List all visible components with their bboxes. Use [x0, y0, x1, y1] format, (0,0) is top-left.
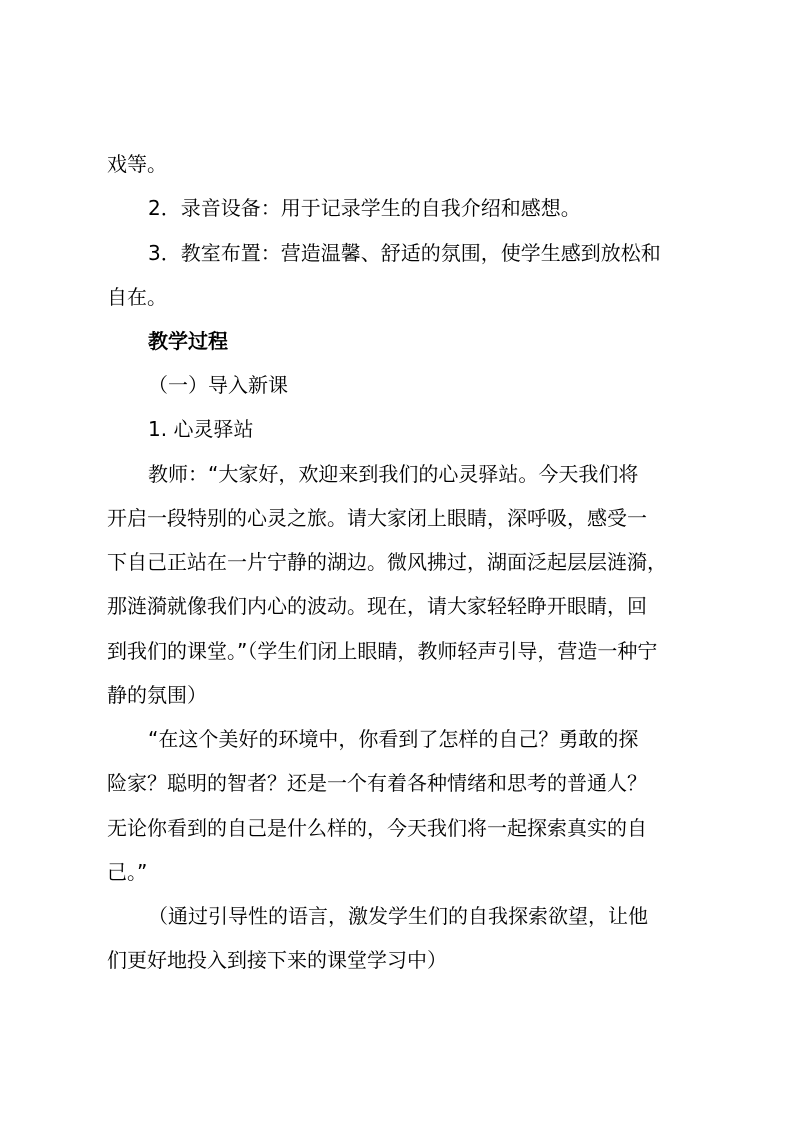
text-line: 那涟漪就像我们内心的波动。现在，请大家轻轻睁开眼睛，回 [107, 594, 647, 618]
text-line: 己。” [107, 860, 148, 884]
section-heading: 教学过程 [148, 329, 228, 353]
text-line: 教师：“大家好，欢迎来到我们的心灵驿站。今天我们将 [148, 462, 639, 486]
text-line: 到我们的课堂。”（学生们闭上眼睛，教师轻声引导，营造一种宁 [107, 639, 658, 663]
text-line: “在这个美好的环境中，你看到了怎样的自己？勇敢的探 [148, 727, 639, 751]
text-line: 2．录音设备：用于记录学生的自我介绍和感想。 [148, 196, 581, 220]
text-line: 开启一段特别的心灵之旅。请大家闭上眼睛，深呼吸，感受一 [107, 506, 647, 530]
text-line: （通过引导性的语言，激发学生们的自我探索欲望，让他 [148, 904, 648, 928]
text-line: 无论你看到的自己是什么样的，今天我们将一起探索真实的自 [107, 816, 647, 840]
text-line: 自在。 [107, 285, 167, 309]
text-line: 下自己正站在一片宁静的湖边。微风拂过，湖面泛起层层涟漪， [107, 550, 667, 574]
text-line: 静的氛围） [107, 683, 207, 707]
item-heading: 1. 心灵驿站 [148, 417, 254, 441]
text-line: 戏等。 [107, 152, 167, 176]
subsection-heading: （一）导入新课 [148, 373, 288, 397]
text-line: 们更好地投入到接下来的课堂学习中） [107, 948, 447, 972]
text-line: 3．教室布置：营造温馨、舒适的氛围，使学生感到放松和 [148, 241, 661, 265]
text-line: 险家？聪明的智者？还是一个有着各种情绪和思考的普通人？ [107, 771, 647, 795]
